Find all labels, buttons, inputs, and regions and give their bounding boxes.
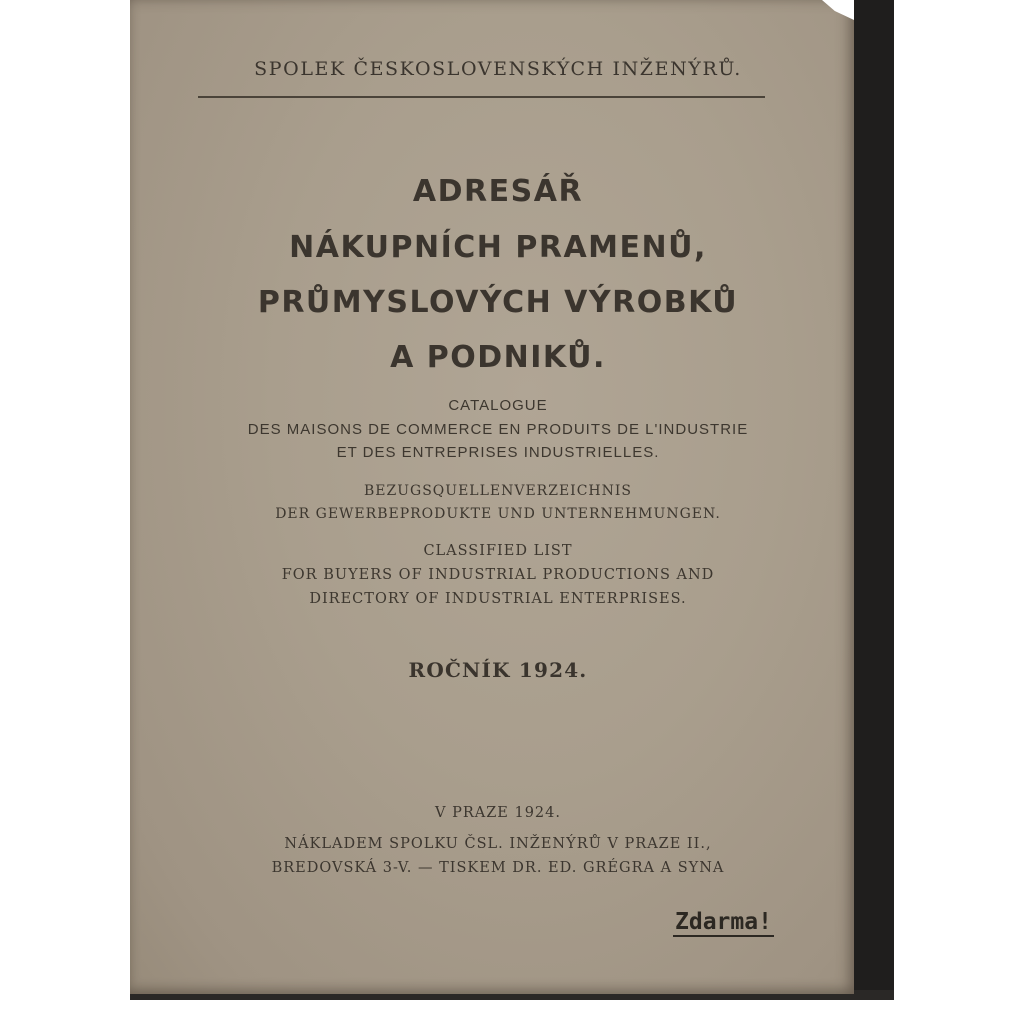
french-subtitle-line-3: ET DES ENTREPRISES INDUSTRIELLES.: [336, 444, 660, 461]
free-stamp: Zdarma!: [675, 909, 772, 935]
english-subtitle-line-2: FOR BUYERS OF INDUSTRIAL PRODUCTIONS AND: [281, 567, 715, 583]
society-name: SPOLEK ČESKOSLOVENSKÝCH INŽENÝRŮ.: [254, 58, 742, 80]
french-subtitle-line-1: CATALOGUE: [448, 397, 548, 414]
imprint-publisher: NÁKLADEM SPOLKU ČSL. INŽENÝRŮ V PRAZE II.,: [284, 836, 712, 852]
volume-year: ROČNÍK 1924.: [408, 658, 588, 682]
imprint-printer: BREDOVSKÁ 3-V. — TISKEM DR. ED. GRÉGRA A SYNA: [271, 860, 725, 876]
title-line-1: ADRESÁŘ: [412, 174, 584, 209]
title-line-3: PRŮMYSLOVÝCH VÝROBKŮ: [257, 285, 739, 320]
german-subtitle-line-1: BEZUGSQUELLENVERZEICHNIS: [363, 483, 632, 499]
german-subtitle-line-2: DER GEWERBEPRODUKTE UND UNTERNEHMUNGEN.: [275, 506, 721, 522]
book-cover: [130, 0, 854, 994]
english-subtitle-line-3: DIRECTORY OF INDUSTRIAL ENTERPRISES.: [309, 591, 687, 607]
english-subtitle-line-1: CLASSIFIED LIST: [423, 543, 573, 559]
title-line-2: NÁKUPNÍCH PRAMENŮ,: [289, 230, 707, 265]
french-subtitle-line-2: DES MAISONS DE COMMERCE EN PRODUITS DE L'INDUSTRIE: [247, 421, 749, 438]
header-rule: [198, 96, 765, 98]
imprint-place-year: V PRAZE 1924.: [434, 805, 561, 821]
title-line-4: A PODNIKŮ.: [390, 340, 606, 375]
